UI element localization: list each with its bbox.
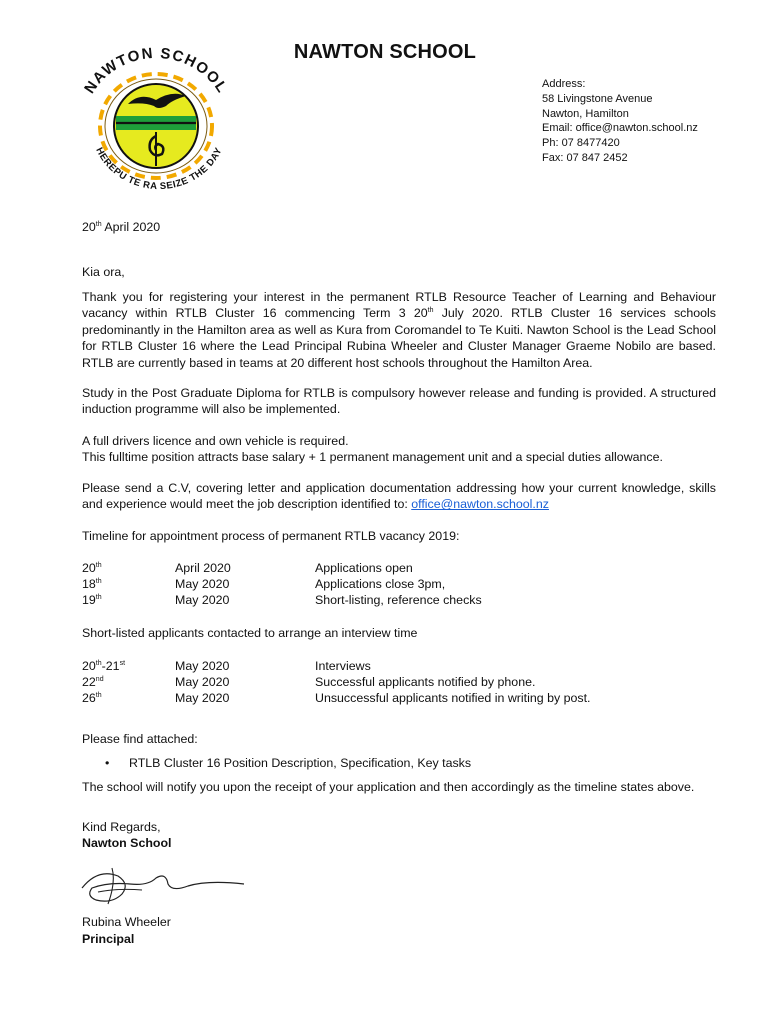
address-fax: Fax: 07 847 2452 xyxy=(542,151,628,164)
paragraph-notify: The school will notify you upon the receipt of your application and then accordingly as the timeline states above. xyxy=(82,780,695,794)
timeline-intro: Timeline for appointment process of permanent RTLB vacancy 2019: xyxy=(82,529,460,543)
attached-intro: Please find attached: xyxy=(82,732,198,746)
address-email: Email: office@nawton.school.nz xyxy=(542,122,698,135)
letter-date: 20th April 2020 xyxy=(82,220,161,234)
paragraph-licence: A full drivers licence and own vehicle is required. This fulltime position attracts base salary + 1 permanent management unit and a special duties allowance. xyxy=(82,434,663,465)
attachment-item: RTLB Cluster 16 Position Description, Specification, Key tasks xyxy=(129,756,472,770)
timeline-row: 22nd May 2020 Successful applicants notified by phone. xyxy=(82,675,536,689)
shortlist-note: Short-listed applicants contacted to arrange an interview time xyxy=(82,626,418,640)
closing-org: Nawton School xyxy=(82,836,172,850)
school-logo xyxy=(62,40,252,200)
school-name-heading: NAWTON SCHOOL xyxy=(293,41,477,63)
paragraph-intro: Thank you for registering your interest in the permanent RTLB Resource Teacher of Learning and Behaviour vacancy within RTLB Cluster 16 commencing Term 3 20th July 2020. RTLB Cluster 16 services schools predominantly in the Hamilton area as well as Kura from Coromandel to Te Kuiti. Nawton School is the Lead School for RTLB Cluster 16 where the Lead Principal Rubina Wheeler and Cluster Manager Graeme Nobilo are based. RTLB are currently based in teams at 20 different host schools throughout the Hamilton Area. xyxy=(82,290,717,370)
signature xyxy=(78,858,248,913)
address-suburb-city: Nawton, Hamilton xyxy=(542,107,629,120)
logo-emblem xyxy=(114,84,198,168)
paragraph-apply: Please send a C.V, covering letter and application documentation addressing how your current knowledge, skills and experience would meet the job description identified to: office@nawton.school.nz xyxy=(82,481,716,512)
timeline-row: 19th May 2020 Short-listing, reference checks xyxy=(82,593,482,607)
apply-email-link[interactable]: office@nawton.school.nz xyxy=(411,497,549,512)
signatory-title: Principal xyxy=(82,932,135,946)
address-label: Address: xyxy=(542,78,586,90)
signatory-name: Rubina Wheeler xyxy=(82,915,171,929)
paragraph-study: Study in the Post Graduate Diploma for RTLB is compulsory however release and funding is provided. A structured induction programme will also be implemented. xyxy=(82,386,716,417)
timeline-row: 18th May 2020 Applications close 3pm, xyxy=(82,577,446,591)
timeline-row: 26th May 2020 Unsuccessful applicants notified in writing by post. xyxy=(82,691,591,705)
timeline-row: 20th April 2020 Applications open xyxy=(82,561,413,575)
attachment-bullet: • xyxy=(105,756,110,770)
address-street: 58 Livingstone Avenue xyxy=(542,92,653,105)
logo-arc-top-text: NAWTON SCHOOL xyxy=(81,44,231,97)
address-phone: Ph: 07 8477420 xyxy=(542,137,620,150)
greeting: Kia ora, xyxy=(82,265,125,279)
school-address-block xyxy=(542,77,698,166)
timeline-row: 20th-21st May 2020 Interviews xyxy=(82,659,371,673)
logo-arc-bottom-text: HEREPU TE RA SEIZE THE DAY xyxy=(93,145,225,193)
closing: Kind Regards, xyxy=(82,820,161,834)
